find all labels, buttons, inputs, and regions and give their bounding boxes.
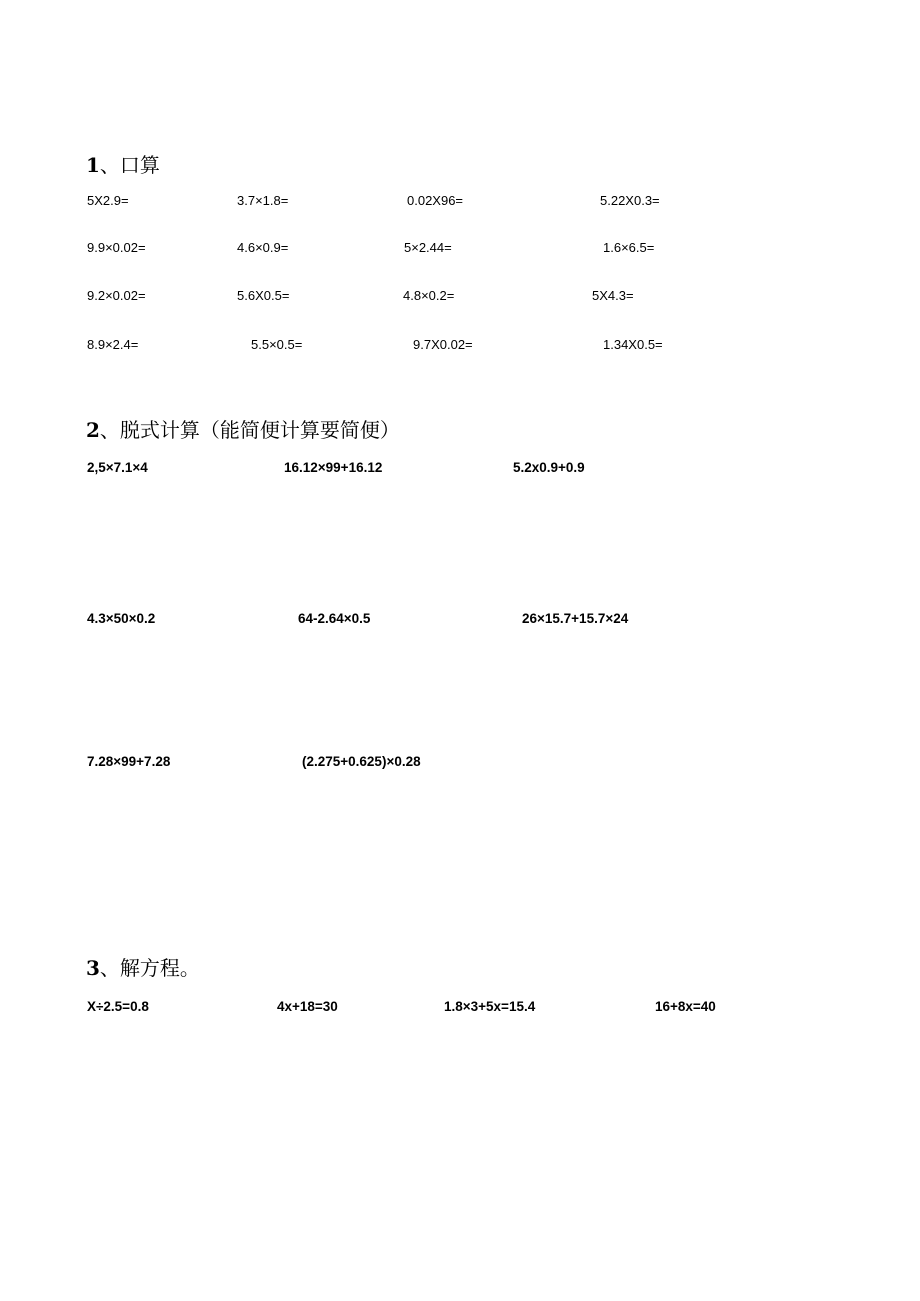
section-2-title: 、脱式计算（能简便计算要简便） xyxy=(99,418,400,442)
oral-problem: 9.9×0.02= xyxy=(87,240,146,255)
oral-problem: 5.22X0.3= xyxy=(600,193,660,208)
calc-problem: 4.3×50×0.2 xyxy=(87,611,156,626)
oral-problem: 1.6×6.5= xyxy=(603,240,655,255)
section-3-heading xyxy=(86,956,200,980)
oral-problem: 8.9×2.4= xyxy=(87,337,139,352)
oral-problem: 3.7×1.8= xyxy=(237,193,289,208)
section-1-title: 、口算 xyxy=(99,153,160,177)
calc-problem: 7.28×99+7.28 xyxy=(87,754,171,769)
calc-problem: 26×15.7+15.7×24 xyxy=(522,611,629,626)
section-2-heading xyxy=(86,418,400,442)
equation-problem: 16+8x=40 xyxy=(655,999,716,1014)
equation-problem: 4x+18=30 xyxy=(277,999,338,1014)
oral-problem: 9.2×0.02= xyxy=(87,288,146,303)
oral-problem: 5.5×0.5= xyxy=(251,337,303,352)
calc-problem: 2,5×7.1×4 xyxy=(87,460,148,475)
calc-problem: (2.275+0.625)×0.28 xyxy=(302,754,421,769)
oral-problem: 4.8×0.2= xyxy=(403,288,455,303)
calc-problem: 64-2.64×0.5 xyxy=(298,611,371,626)
oral-problem: 4.6×0.9= xyxy=(237,240,289,255)
oral-problem: 5X2.9= xyxy=(87,193,129,208)
oral-problem: 1.34X0.5= xyxy=(603,337,663,352)
oral-problem: 9.7X0.02= xyxy=(413,337,473,352)
section-1-number: 1 xyxy=(86,153,100,177)
section-1-heading xyxy=(86,153,160,177)
calc-problem: 16.12×99+16.12 xyxy=(284,460,383,475)
oral-problem: 0.02X96= xyxy=(407,193,464,208)
section-3-title: 、解方程。 xyxy=(99,956,200,980)
equation-problem: X÷2.5=0.8 xyxy=(87,999,149,1014)
equation-problem: 1.8×3+5x=15.4 xyxy=(444,999,536,1014)
section-2-number: 2 xyxy=(86,418,100,442)
oral-problem: 5.6X0.5= xyxy=(237,288,290,303)
oral-problem: 5X4.3= xyxy=(592,288,634,303)
section-3-number: 3 xyxy=(86,956,100,980)
calc-problem: 5.2x0.9+0.9 xyxy=(513,460,585,475)
oral-problem: 5×2.44= xyxy=(404,240,452,255)
